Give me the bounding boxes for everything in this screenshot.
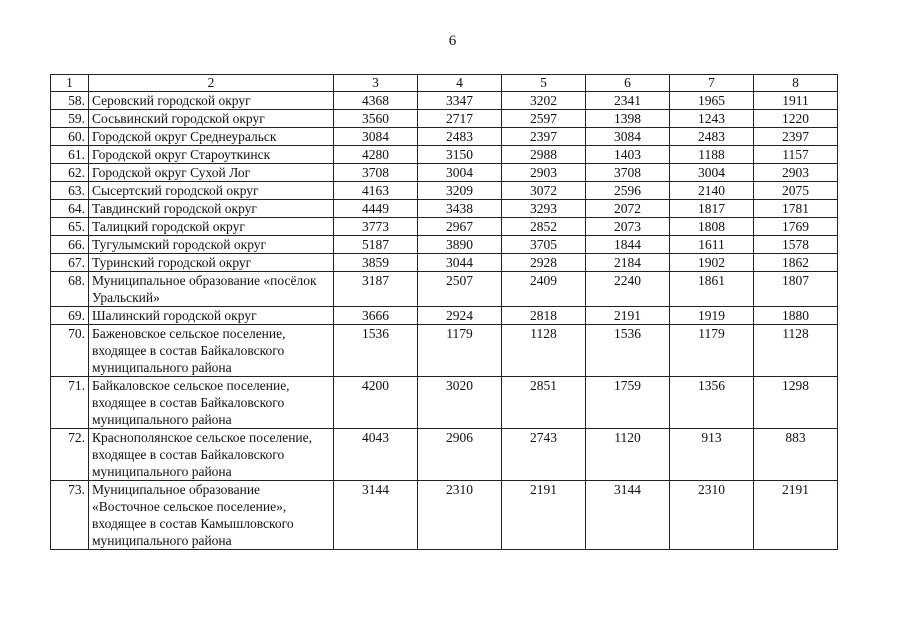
row-number: 71. <box>51 377 89 429</box>
value-cell: 2310 <box>418 481 502 550</box>
column-header: 6 <box>586 75 670 92</box>
row-number: 64. <box>51 200 89 218</box>
row-number: 67. <box>51 254 89 272</box>
table-row <box>51 254 838 272</box>
value-cell: 2597 <box>502 110 586 128</box>
value-cell: 2072 <box>586 200 670 218</box>
table-row <box>51 128 838 146</box>
value-cell: 2140 <box>670 182 754 200</box>
value-cell: 3187 <box>334 272 418 307</box>
value-cell: 2191 <box>754 481 838 550</box>
value-cell: 1911 <box>754 92 838 110</box>
value-cell: 1179 <box>670 325 754 377</box>
table-row <box>51 110 838 128</box>
value-cell: 2397 <box>754 128 838 146</box>
column-header: 8 <box>754 75 838 92</box>
value-cell: 1902 <box>670 254 754 272</box>
municipality-name: Байкаловское сельское поселение, входящее в состав Байкаловского муниципального района <box>89 377 334 429</box>
value-cell: 1781 <box>754 200 838 218</box>
value-cell: 3084 <box>586 128 670 146</box>
table-row <box>51 429 838 481</box>
value-cell: 4449 <box>334 200 418 218</box>
value-cell: 3859 <box>334 254 418 272</box>
page-number: 6 <box>448 33 457 49</box>
municipality-name: Городской округ Староуткинск <box>89 146 334 164</box>
value-cell: 1356 <box>670 377 754 429</box>
value-cell: 2184 <box>586 254 670 272</box>
municipality-name: Талицкий городской округ <box>89 218 334 236</box>
value-cell: 3773 <box>334 218 418 236</box>
municipality-name: Краснополянское сельское поселение, входящее в состав Байкаловского муниципального района <box>89 429 334 481</box>
value-cell: 2073 <box>586 218 670 236</box>
value-cell: 1220 <box>754 110 838 128</box>
table-row <box>51 325 838 377</box>
value-cell: 4043 <box>334 429 418 481</box>
value-cell: 3293 <box>502 200 586 218</box>
value-cell: 3144 <box>586 481 670 550</box>
municipality-name: Шалинский городской округ <box>89 307 334 325</box>
value-cell: 3150 <box>418 146 502 164</box>
table-row <box>51 481 838 550</box>
value-cell: 1243 <box>670 110 754 128</box>
row-number: 59. <box>51 110 89 128</box>
column-header: 4 <box>418 75 502 92</box>
value-cell: 1844 <box>586 236 670 254</box>
column-header: 2 <box>89 75 334 92</box>
table-row <box>51 377 838 429</box>
value-cell: 883 <box>754 429 838 481</box>
value-cell: 1188 <box>670 146 754 164</box>
value-cell: 1536 <box>586 325 670 377</box>
value-cell: 2483 <box>670 128 754 146</box>
value-cell: 2906 <box>418 429 502 481</box>
value-cell: 2341 <box>586 92 670 110</box>
value-cell: 1861 <box>670 272 754 307</box>
value-cell: 1862 <box>754 254 838 272</box>
row-number: 68. <box>51 272 89 307</box>
row-number: 61. <box>51 146 89 164</box>
value-cell: 2988 <box>502 146 586 164</box>
value-cell: 2596 <box>586 182 670 200</box>
value-cell: 3438 <box>418 200 502 218</box>
value-cell: 2409 <box>502 272 586 307</box>
table-row <box>51 146 838 164</box>
value-cell: 1807 <box>754 272 838 307</box>
table-row <box>51 272 838 307</box>
municipality-name: Серовский городской округ <box>89 92 334 110</box>
municipality-name: Баженовское сельское поселение, входящее в состав Байкаловского муниципального района <box>89 325 334 377</box>
value-cell: 2310 <box>670 481 754 550</box>
municipality-name: Сосьвинский городской округ <box>89 110 334 128</box>
value-cell: 1179 <box>418 325 502 377</box>
row-number: 63. <box>51 182 89 200</box>
municipality-name: Городской округ Сухой Лог <box>89 164 334 182</box>
value-cell: 1157 <box>754 146 838 164</box>
column-header: 1 <box>51 75 89 92</box>
value-cell: 2818 <box>502 307 586 325</box>
value-cell: 1578 <box>754 236 838 254</box>
column-header: 3 <box>334 75 418 92</box>
value-cell: 3347 <box>418 92 502 110</box>
table-row <box>51 307 838 325</box>
value-cell: 5187 <box>334 236 418 254</box>
table-body <box>51 75 838 550</box>
value-cell: 2483 <box>418 128 502 146</box>
value-cell: 2903 <box>502 164 586 182</box>
value-cell: 2903 <box>754 164 838 182</box>
row-number: 60. <box>51 128 89 146</box>
value-cell: 2191 <box>502 481 586 550</box>
value-cell: 2851 <box>502 377 586 429</box>
value-cell: 1759 <box>586 377 670 429</box>
table-row <box>51 236 838 254</box>
municipality-name: Тугулымский городской округ <box>89 236 334 254</box>
municipality-name: Сысертский городской округ <box>89 182 334 200</box>
row-number: 66. <box>51 236 89 254</box>
value-cell: 1769 <box>754 218 838 236</box>
value-cell: 4200 <box>334 377 418 429</box>
value-cell: 2928 <box>502 254 586 272</box>
value-cell: 1536 <box>334 325 418 377</box>
value-cell: 2397 <box>502 128 586 146</box>
value-cell: 1611 <box>670 236 754 254</box>
value-cell: 3004 <box>418 164 502 182</box>
row-number: 70. <box>51 325 89 377</box>
value-cell: 2743 <box>502 429 586 481</box>
column-header: 5 <box>502 75 586 92</box>
municipality-name: Туринский городской округ <box>89 254 334 272</box>
value-cell: 3666 <box>334 307 418 325</box>
value-cell: 3705 <box>502 236 586 254</box>
value-cell: 1880 <box>754 307 838 325</box>
value-cell: 3209 <box>418 182 502 200</box>
value-cell: 3708 <box>586 164 670 182</box>
value-cell: 3708 <box>334 164 418 182</box>
row-number: 65. <box>51 218 89 236</box>
table-row <box>51 218 838 236</box>
data-table <box>50 74 838 550</box>
value-cell: 1298 <box>754 377 838 429</box>
value-cell: 3202 <box>502 92 586 110</box>
value-cell: 1398 <box>586 110 670 128</box>
value-cell: 1128 <box>754 325 838 377</box>
row-number: 62. <box>51 164 89 182</box>
table-row <box>51 92 838 110</box>
value-cell: 1817 <box>670 200 754 218</box>
row-number: 72. <box>51 429 89 481</box>
value-cell: 3560 <box>334 110 418 128</box>
row-number: 58. <box>51 92 89 110</box>
value-cell: 1965 <box>670 92 754 110</box>
value-cell: 4163 <box>334 182 418 200</box>
municipality-name: Муниципальное образование «Восточное сельское поселение», входящее в состав Камышловского муниципального района <box>89 481 334 550</box>
value-cell: 2507 <box>418 272 502 307</box>
value-cell: 1808 <box>670 218 754 236</box>
municipality-name: Муниципальное образование «посёлок Уральский» <box>89 272 334 307</box>
value-cell: 2924 <box>418 307 502 325</box>
value-cell: 4280 <box>334 146 418 164</box>
value-cell: 3020 <box>418 377 502 429</box>
row-number: 73. <box>51 481 89 550</box>
value-cell: 1128 <box>502 325 586 377</box>
value-cell: 1403 <box>586 146 670 164</box>
value-cell: 2967 <box>418 218 502 236</box>
table-row <box>51 164 838 182</box>
value-cell: 4368 <box>334 92 418 110</box>
value-cell: 3072 <box>502 182 586 200</box>
value-cell: 3004 <box>670 164 754 182</box>
value-cell: 3084 <box>334 128 418 146</box>
value-cell: 1120 <box>586 429 670 481</box>
value-cell: 3890 <box>418 236 502 254</box>
row-number: 69. <box>51 307 89 325</box>
value-cell: 2717 <box>418 110 502 128</box>
value-cell: 2240 <box>586 272 670 307</box>
column-header-row <box>51 75 838 92</box>
value-cell: 3144 <box>334 481 418 550</box>
table-row <box>51 182 838 200</box>
value-cell: 3044 <box>418 254 502 272</box>
value-cell: 2191 <box>586 307 670 325</box>
municipality-name: Городской округ Среднеуральск <box>89 128 334 146</box>
municipality-name: Тавдинский городской округ <box>89 200 334 218</box>
table-row <box>51 200 838 218</box>
column-header: 7 <box>670 75 754 92</box>
value-cell: 2075 <box>754 182 838 200</box>
value-cell: 913 <box>670 429 754 481</box>
value-cell: 1919 <box>670 307 754 325</box>
value-cell: 2852 <box>502 218 586 236</box>
